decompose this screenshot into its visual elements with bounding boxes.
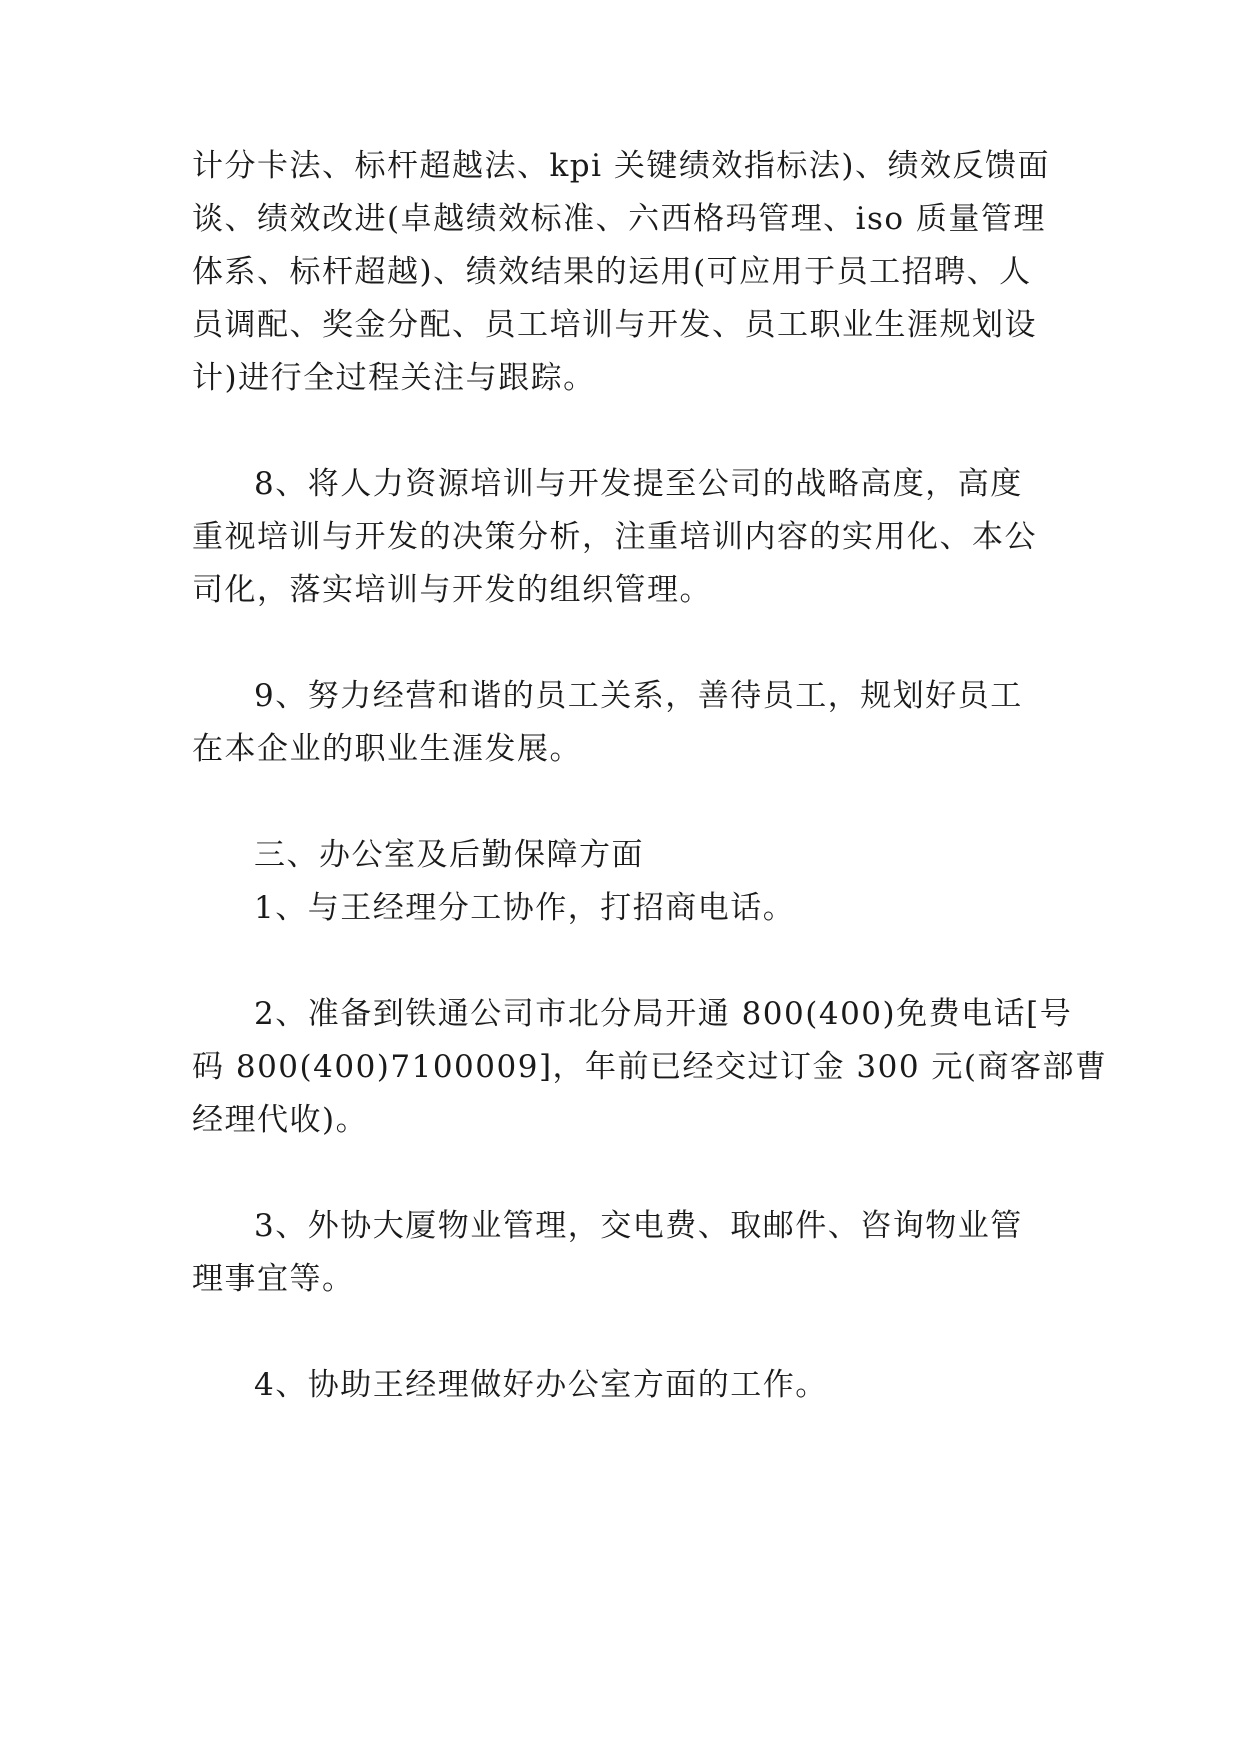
paragraph-line: 员调配、奖金分配、员工培训与开发、员工职业生涯规划设 xyxy=(192,307,1037,343)
section-item-2-line: 码 800(400)7100009]，年前已经交过订金 300 元(商客部曹 xyxy=(192,1049,1108,1085)
section-item-4: 4、协助王经理做好办公室方面的工作。 xyxy=(254,1367,828,1403)
section-item-3-line: 理事宜等。 xyxy=(192,1261,355,1297)
paragraph-line: 计分卡法、标杆超越法、kpi 关键绩效指标法)、绩效反馈面 xyxy=(192,148,1050,184)
section-item-2-line: 经理代收)。 xyxy=(192,1102,369,1138)
list-item-8-line: 8、将人力资源培训与开发提至公司的战略高度，高度 xyxy=(254,466,1023,502)
section-heading: 三、办公室及后勤保障方面 xyxy=(254,837,644,873)
list-item-8-line: 重视培训与开发的决策分析，注重培训内容的实用化、本公 xyxy=(192,519,1037,555)
section-item-2-line: 2、准备到铁通公司市北分局开通 800(400)免费电话[号 xyxy=(254,996,1073,1032)
paragraph-line: 体系、标杆超越)、绩效结果的运用(可应用于员工招聘、人 xyxy=(192,254,1032,290)
section-item-1: 1、与王经理分工协作，打招商电话。 xyxy=(254,890,796,926)
list-item-8-line: 司化，落实培训与开发的组织管理。 xyxy=(192,572,712,608)
section-item-3-line: 3、外协大厦物业管理，交电费、取邮件、咨询物业管 xyxy=(254,1208,1023,1244)
list-item-9-line: 9、努力经营和谐的员工关系，善待员工，规划好员工 xyxy=(254,678,1023,714)
paragraph-line: 谈、绩效改进(卓越绩效标准、六西格玛管理、iso 质量管理 xyxy=(192,201,1046,237)
paragraph-line: 计)进行全过程关注与跟踪。 xyxy=(192,360,596,396)
list-item-9-line: 在本企业的职业生涯发展。 xyxy=(192,731,582,767)
